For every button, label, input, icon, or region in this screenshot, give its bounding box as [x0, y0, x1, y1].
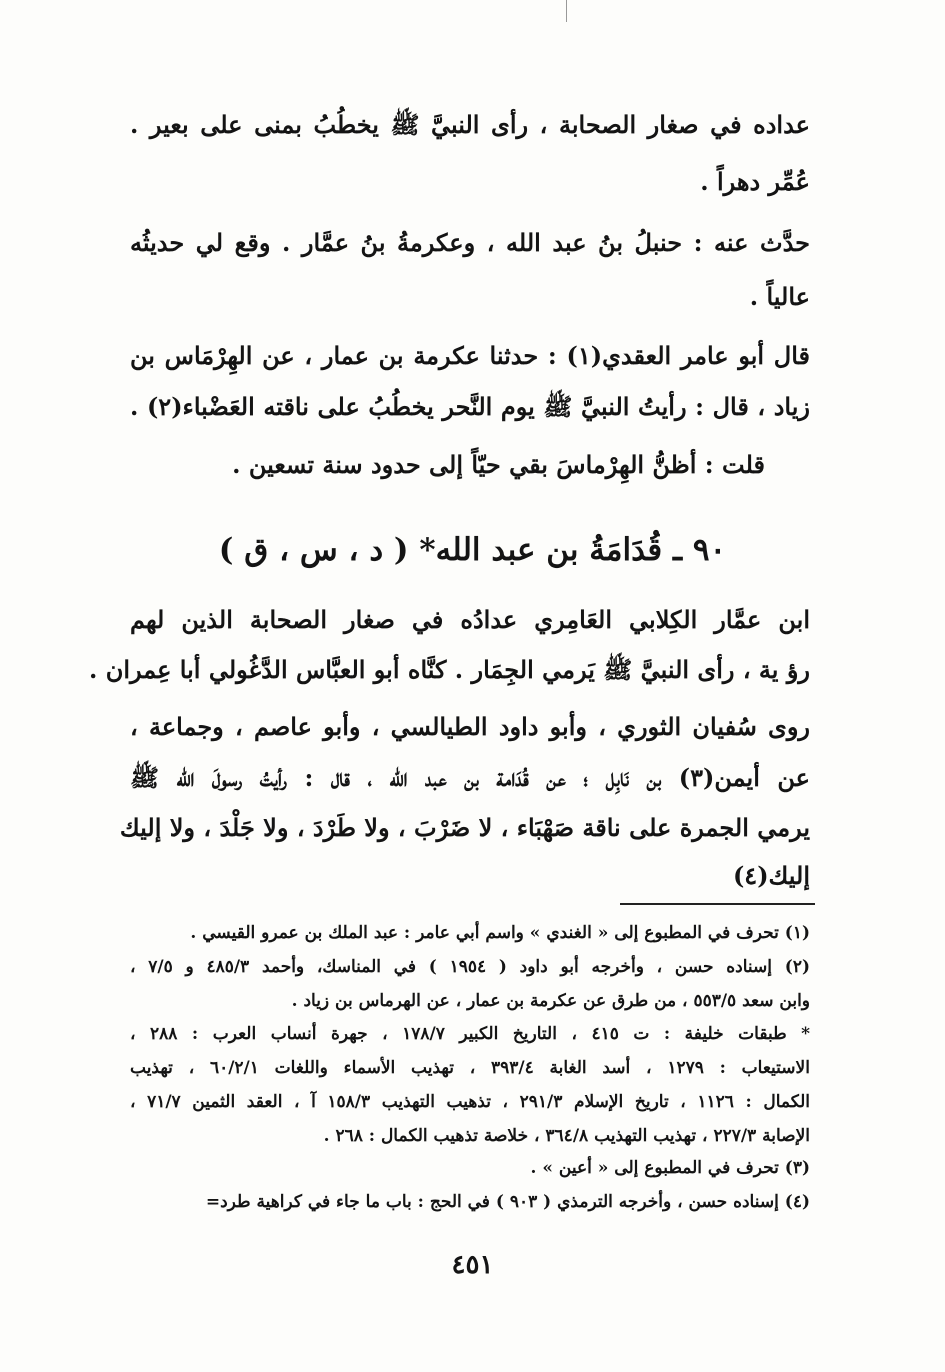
page-gutter-mark: [566, 0, 567, 22]
entry-line-4: عن أيمن(٣) بن نَابِل ؛ عن قُدَامة بن عبد الله ، قال : رأيتُ رسولَ الله ﷺ: [130, 763, 810, 792]
entry-line-1: ابن عمَّار الكِلابي العَامِري عدادُه في صغار الصحابة الذين لهم: [130, 605, 810, 634]
entry-line-5: يرمي الجمرة على ناقة صَهْبَاء ، لا ضَرْبَ ، ولا طَرْدَ ، ولا جَلْدَ ، ولا إليك: [119, 813, 810, 842]
page-number: ٤٥١: [451, 1250, 494, 1280]
sources-line-3: الكمال : ١١٢٦ ، تاريخ الإسلام ٢٩١/٣ ، تذهيب التهذيب ١٥٨/٣ آ ، العقد الثمين ٧١/٧ ،: [130, 1092, 810, 1112]
sources-line-1: * طبقات خليفة : ت ٤١٥ ، التاريخ الكبير ١٧٨/٧ ، جهرة أنساب العرب : ٢٨٨ ،: [130, 1024, 811, 1044]
entry-line-3: روى سُفيان الثوري ، وأبو داود الطيالسي ، وأبو عاصم ، وجماعة ،: [130, 712, 810, 741]
footnote-1: (١) تحرف في المطبوع إلى « الغندي » واسم أبي عامر : عبد الملك بن عمرو القيسي .: [190, 923, 810, 943]
entry-line-6: إليك(٤): [732, 861, 810, 890]
body-line-1: عداده في صغار الصحابة ، رأى النبيَّ ﷺ يخطُبُ بمنى على بعير .: [130, 110, 810, 139]
entry-heading: ٩٠ ـ قُدَامَةُ بن عبد الله* ( د ، س ، ق ): [218, 532, 727, 568]
footnote-4: (٤) إسناده حسن ، وأخرجه الترمذي ( ٩٠٣ ) في الحج : باب ما جاء في كراهية طرد=: [205, 1192, 810, 1212]
footnote-separator: [620, 903, 815, 905]
body-line-2: عُمِّر دهراً .: [700, 167, 810, 196]
sources-line-2: الاستيعاب : ١٢٧٩ ، أسد الغابة ٣٩٣/٤ ، تهذيب الأسماء واللغات ٦٠/٢/١ ، تهذيب: [130, 1058, 810, 1078]
body-line-5: قال أبو عامر العقدي(١) : حدثنا عكرمة بن عمار ، عن الهِرْمَاس بن: [130, 341, 811, 370]
body-line-4: عالياً .: [749, 282, 810, 311]
body-line-6: زياد ، قال : رأيتُ النبيَّ ﷺ يوم النَّحر يخطُبُ على ناقته العَضْباء(٢) .: [130, 392, 810, 421]
footnote-2-line-2: وابن سعد ٥٥٣/٥ ، من طرق عن عكرمة بن عمار ، عن الهرماس بن زياد .: [291, 991, 810, 1011]
footnote-3: (٣) تحرف في المطبوع إلى « أعين » .: [530, 1158, 810, 1178]
entry-line-2: رؤ ية ، رأى النبيَّ ﷺ يَرمي الجِمَار . كنَّاه أبو العبَّاس الدَّغُولي أبا عِمران .: [89, 655, 810, 684]
body-line-7: قلت : أظنُّ الهِرْماسَ بقي حيّاً إلى حدود سنة تسعين .: [232, 450, 765, 479]
body-line-3: حدَّث عنه : حنبلُ بنُ عبد الله ، وعكرمةُ بنُ عمَّار . وقع لي حديثُه: [130, 228, 810, 257]
sources-line-4: الإصابة ٢٢٧/٣ ، تهذيب التهذيب ٣٦٤/٨ ، خلاصة تذهيب الكمال : ٢٦٨ .: [323, 1126, 810, 1146]
footnote-2-line-1: (٢) إسناده حسن ، وأخرجه أبو داود ( ١٩٥٤ ) في المناسك، وأحمد ٤٨٥/٣ و ٧/٥ ،: [130, 957, 811, 977]
